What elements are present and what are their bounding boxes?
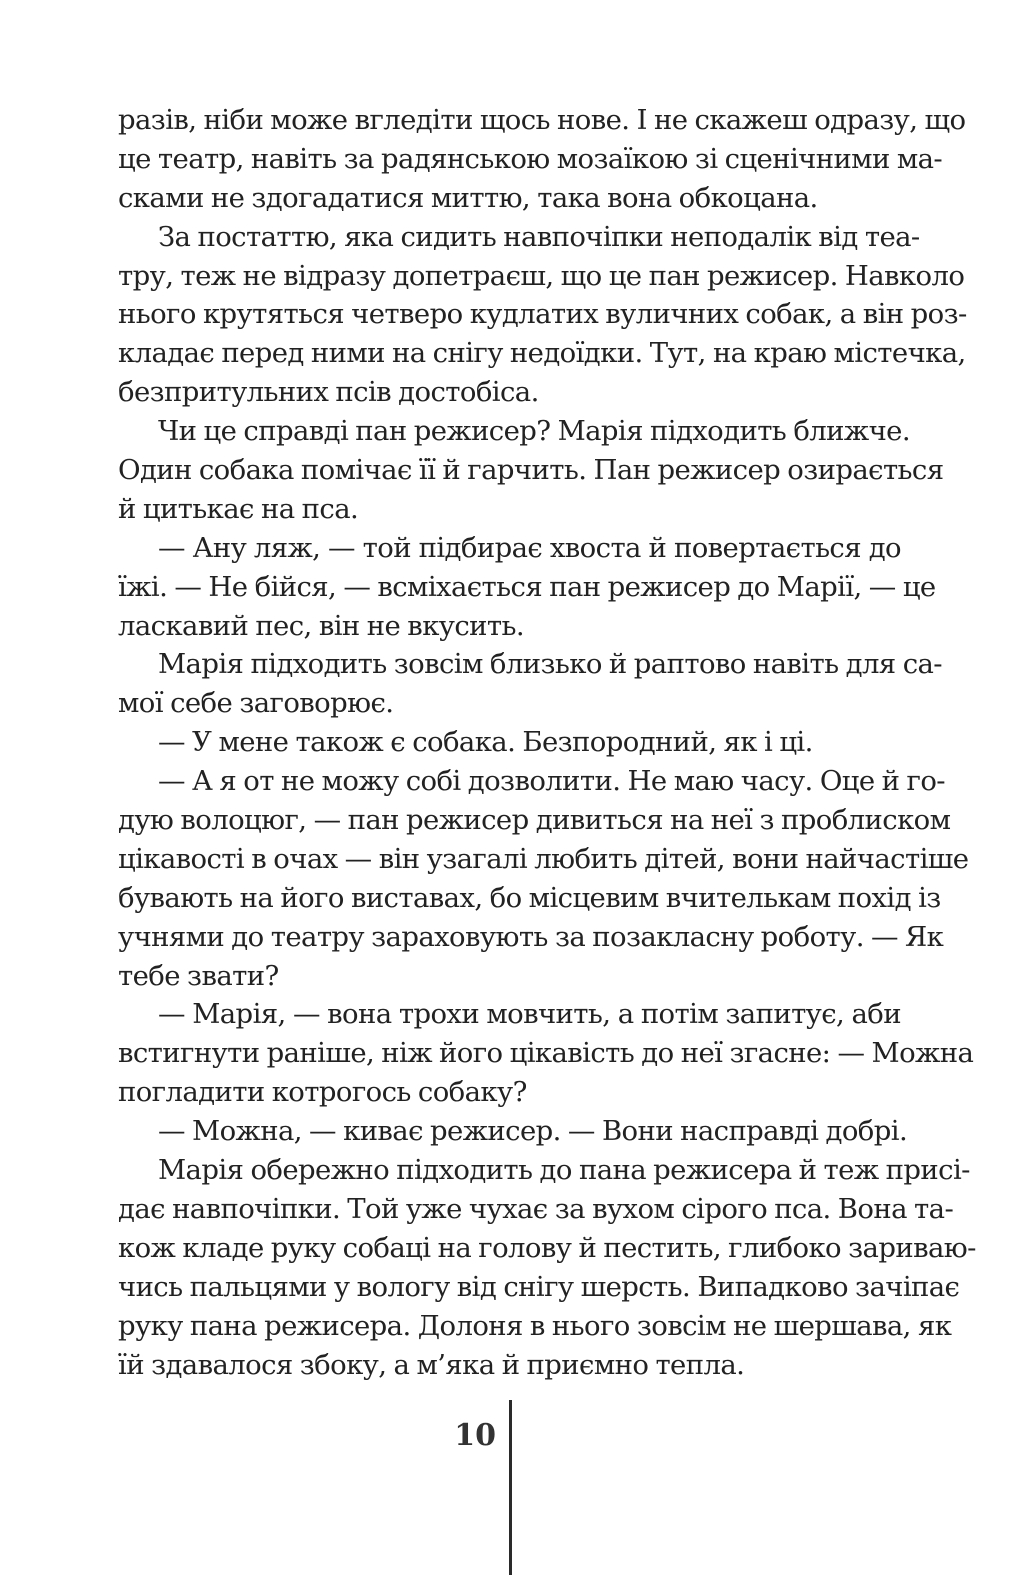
text-line: мої себе заговорює.: [118, 687, 394, 720]
text-line: руку пана режисера. Долоня в нього зовсім не шершава, як: [118, 1309, 952, 1342]
text-line: — А я от не можу собі дозволити. Не маю часу. Оце й го-: [158, 765, 946, 798]
text-line: безпритульних псів достобіса.: [118, 376, 539, 409]
text-line: — Можна, — киває режисер. — Вони насправді добрі.: [158, 1115, 908, 1148]
text-line: разів, ніби може вгледіти щось нове. І не скажеш одразу, що: [118, 104, 966, 136]
text-line: дає навпочіпки. Той уже чухає за вухом сірого пса. Вона та-: [118, 1192, 954, 1225]
text-line: ласкавий пес, він не вкусить.: [118, 609, 525, 642]
page-number-divider: [509, 1400, 512, 1575]
text-line: встигнути раніше, ніж його цікавість до неї згасне: — Можна: [118, 1037, 974, 1070]
body-text: [118, 101, 976, 1384]
text-line: чись пальцями у вологу від снігу шерсть. Випадково зачіпає: [118, 1270, 960, 1303]
page-number: 10: [454, 1418, 496, 1453]
text-line: бувають на його виставах, бо місцевим вчителькам похід із: [118, 881, 941, 914]
text-line: їй здавалося збоку, а м’яка й приємно тепла.: [118, 1348, 745, 1381]
text-line: Один собака помічає її й гарчить. Пан режисер озирається: [118, 454, 944, 487]
text-line: кладає перед ними на снігу недоїдки. Тут, на краю містечка,: [118, 337, 966, 370]
text-line: учнями до театру зараховують за позакласну роботу. — Як: [118, 920, 944, 953]
text-line: сками не здогадатися миттю, така вона обкоцана.: [118, 181, 818, 214]
text-line: тру, теж не відразу допетраєш, що це пан режисер. Навколо: [118, 259, 965, 292]
text-line: погладити котрогось собаку?: [118, 1076, 527, 1109]
text-line: Чи це справді пан режисер? Марія підходить ближче.: [158, 415, 910, 448]
text-line: — Марія, — вона трохи мовчить, а потім запитує, аби: [158, 998, 901, 1031]
text-line: кож кладе руку собаці на голову й пестить, глибоко зариваю-: [118, 1231, 976, 1264]
text-line: дую волоцюг, — пан режисер дивиться на неї з проблиском: [118, 804, 951, 837]
text-line: їжі. — Не бійся, — всміхається пан режисер до Марії, — це: [118, 570, 936, 603]
text-line: — У мене також є собака. Безпородний, як і ці.: [158, 726, 813, 759]
text-line: це театр, навіть за радянською мозаїкою зі сценічними ма-: [118, 142, 943, 175]
text-line: цікавості в очах — він узагалі любить дітей, вони найчастіше: [118, 842, 969, 875]
text-line: Марія обережно підходить до пана режисера й теж присі-: [158, 1154, 970, 1187]
text-line: — Ану ляж, — той підбирає хвоста й повертається до: [158, 531, 901, 564]
text-line: тебе звати?: [118, 959, 279, 992]
text-line: й цитькає на пса.: [118, 492, 359, 525]
text-line: За постаттю, яка сидить навпочіпки неподалік від теа-: [158, 220, 920, 253]
text-line: Марія підходить зовсім близько й раптово навіть для са-: [158, 648, 942, 681]
text-line: нього крутяться четверо кудлатих вуличних собак, а він роз-: [118, 298, 967, 331]
